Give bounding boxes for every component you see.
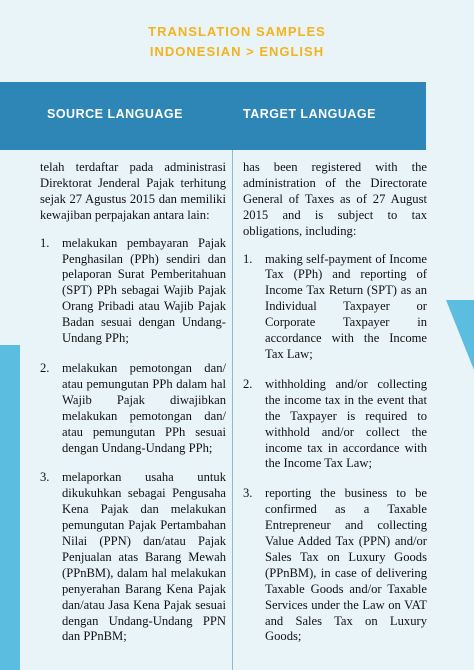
list-number: 1. <box>40 235 50 250</box>
target-list-item <box>243 486 427 645</box>
decorative-stripe-left <box>0 345 20 670</box>
list-number: 2. <box>40 360 50 375</box>
list-text: making self-payment of Income Tax (PPh) and reporting of Income Tax Return (SPT) as an Individual Taxpayer or Corporate Taxpayer in accordance with the Income Tax Law; <box>265 251 427 361</box>
target-intro: has been registered with the administration of the Directorate General of Taxes as of 27 August 2015 and is subject to tax obligations, including: <box>243 160 427 238</box>
target-list-item <box>243 252 427 363</box>
column-header-bar-gap <box>426 82 474 150</box>
list-text: reporting the business to be confirmed as a Taxable Entrepreneur and collecting Value Added Tax (PPN) and/or Sales Tax on Luxury Goods (PPnBM), in case of delivering Taxable Goods and/or Taxable Services under the Law on VAT and Sales Tax on Luxury Goods; <box>265 486 427 644</box>
list-text: melaporkan usaha untuk dikukuhkan sebagai Pengusaha Kena Pajak dan melakukan pemungutan Pajak Pertambahan Nilai (PPN) dan/atau Pajak Penjualan atas Barang Mewah (PPnBM), dalam hal melakukan penyerahan Barang Kena Pajak dan/atau Jasa Kena Pajak sesuai dengan Undang-Undang PPN dan PPnBM; <box>62 470 226 644</box>
list-text: melakukan pemotongan dan/ atau pemungutan PPh dalam hal Wajib Pajak diwajibkan melakukan pemotongan dan/ atau pemungutan PPh sesuai dengan Undang-Undang PPh; <box>62 360 226 455</box>
source-list-item <box>40 470 226 645</box>
source-list-item <box>40 236 226 347</box>
list-number: 2. <box>243 376 253 391</box>
list-text: melakukan pembayaran Pajak Penghasilan (PPh) sendiri dan pelaporan Surat Pemberitahuan (SPT) PPh sebagai Wajib Pajak Orang Pribadi atau Wajib Pajak Badan sesuai dengan Undang-Undang PPh; <box>62 235 226 346</box>
source-list-item <box>40 361 226 456</box>
target-list-item <box>243 377 427 472</box>
source-language-label: SOURCE LANGUAGE <box>47 107 183 121</box>
header-title: TRANSLATION SAMPLES <box>148 24 326 39</box>
list-number: 3. <box>243 486 253 501</box>
target-column <box>243 160 427 645</box>
source-intro: telah terdaftar pada administrasi Direktorat Jenderal Pajak terhitung sejak 27 Agustus 2015 dan memiliki kewajiban perpajakan antara lain: <box>40 160 226 222</box>
list-number: 3. <box>40 470 50 485</box>
target-language-label: TARGET LANGUAGE <box>243 107 376 121</box>
column-divider <box>232 150 233 670</box>
list-text: withholding and/or collecting the income tax in the event that the Taxpayer is required to withhold and/or collect the income tax in accordance with the Income Tax Law; <box>265 376 427 471</box>
page-header <box>0 22 474 62</box>
source-column <box>40 160 226 645</box>
header-subtitle: INDONESIAN > ENGLISH <box>149 44 325 59</box>
list-number: 1. <box>243 251 253 266</box>
